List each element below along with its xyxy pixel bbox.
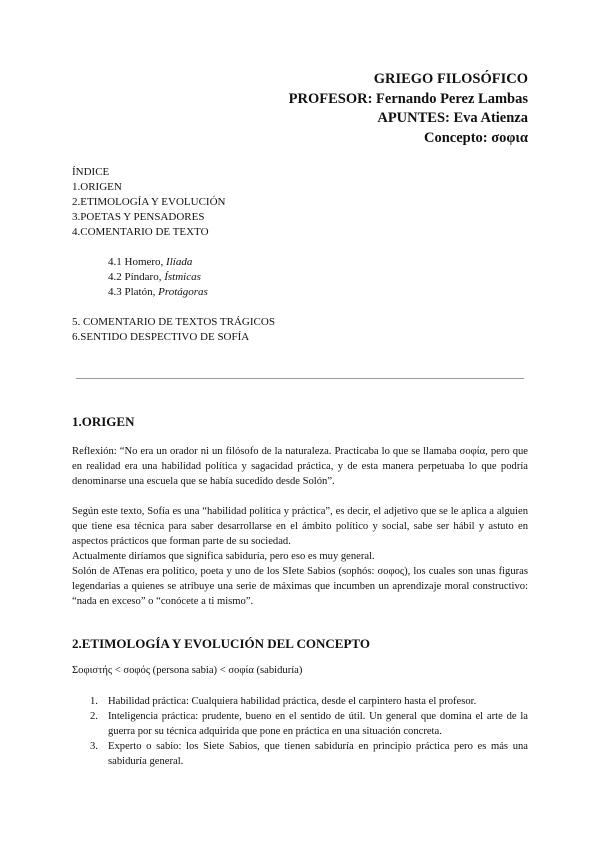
etymology-line: Σοφιστής < σοφός (persona sabia) < σοφία (sabiduría): [72, 665, 303, 676]
toc-subitem-label: 4.2 Píndaro,: [108, 271, 165, 283]
table-of-contents: [72, 165, 275, 345]
paragraph-solon: Solón de ATenas era político, poeta y uno de los SIete Sabios (sophós: σοφος), los cuales son unas figuras legendarias a quienes se atribuye una serie de máximas que incumben un aprendizaje moral constructivo: “nada en exceso” o “conócete a ti mismo”.: [72, 566, 528, 607]
list-number: 2.: [90, 711, 98, 722]
concept-evolution-list: [72, 694, 528, 769]
paragraph-actualmente: Actualmente diríamos que significa sabiduría, pero eso es muy general.: [72, 551, 375, 562]
toc-subitem-label: 4.3 Platón,: [108, 286, 159, 298]
toc-subitem: [72, 255, 275, 270]
toc-subitem-label: 4.1 Homero,: [108, 256, 167, 268]
toc-item: 5. COMENTARIO DE TEXTOS TRÁGICOS: [72, 316, 275, 328]
toc-heading: ÍNDICE: [72, 166, 110, 178]
horizontal-divider: [76, 378, 524, 379]
list-number: 3.: [90, 741, 98, 752]
list-number: 1.: [90, 696, 98, 707]
notes-author-line: APUNTES: Eva Atienza: [377, 110, 528, 126]
section-heading-origen: 1.ORIGEN: [72, 414, 135, 429]
concept-line: Concepto: σοφια: [423, 129, 528, 146]
toc-item: 3.POETAS Y PENSADORES: [72, 211, 205, 223]
course-title: GRIEGO FILOSÓFICO: [373, 71, 528, 87]
section-heading-etimologia: 2.ETIMOLOGÍA Y EVOLUCIÓN DEL CONCEPTO: [72, 636, 370, 651]
list-item: [72, 709, 528, 739]
list-item: [72, 739, 528, 769]
list-item-text: Experto o sabio: los Siete Sabios, que tienen sabiduría en principio práctica pero es más una sabiduría general.: [108, 741, 528, 767]
toc-subitem-work: Ístmicas: [164, 271, 201, 283]
toc-item: 1.ORIGEN: [72, 181, 122, 193]
list-item: [72, 694, 528, 709]
toc-subitem: [72, 285, 275, 300]
document-header: [289, 70, 528, 148]
professor-line: PROFESOR: Fernando Perez Lambas: [288, 90, 528, 107]
toc-subitem-work: Ilíada: [166, 256, 193, 268]
paragraph-segun-texto: Según este texto, Sofía es una “habilidad política y práctica”, es decir, el adjetivo que se le aplica a alguien que tiene esa técnica para saber desarrollarse en el ámbito político y social, sabe ser hábil y astuto en aspectos prácticos que forman parte de su sociedad.: [72, 506, 528, 547]
toc-subitem: [72, 270, 275, 285]
toc-item: 4.COMENTARIO DE TEXTO: [72, 226, 209, 238]
list-item-text: Habilidad práctica: Cualquiera habilidad práctica, desde el carpintero hasta el profesor.: [108, 696, 477, 707]
paragraph-reflexion: Reflexión: “No era un orador ni un filósofo de la naturaleza. Practicaba lo que se llamaba σοφία, pero que en realidad era una habilidad política y sagacidad práctica, y de esta manera perpetuaba lo que podría denominarse una escuela que se había sucedido desde Solón”.: [72, 446, 528, 487]
toc-item: 2.ETIMOLOGÍA Y EVOLUCIÓN: [72, 196, 226, 208]
toc-item: 6.SENTIDO DESPECTIVO DE SOFÍA: [72, 331, 250, 343]
toc-subitem-work: Protágoras: [158, 286, 208, 298]
list-item-text: Inteligencia práctica: prudente, bueno en el sentido de útil. Un general que domina el arte de la guerra por su técnica adquirida que pone en práctica en una situación concreta.: [108, 711, 528, 737]
